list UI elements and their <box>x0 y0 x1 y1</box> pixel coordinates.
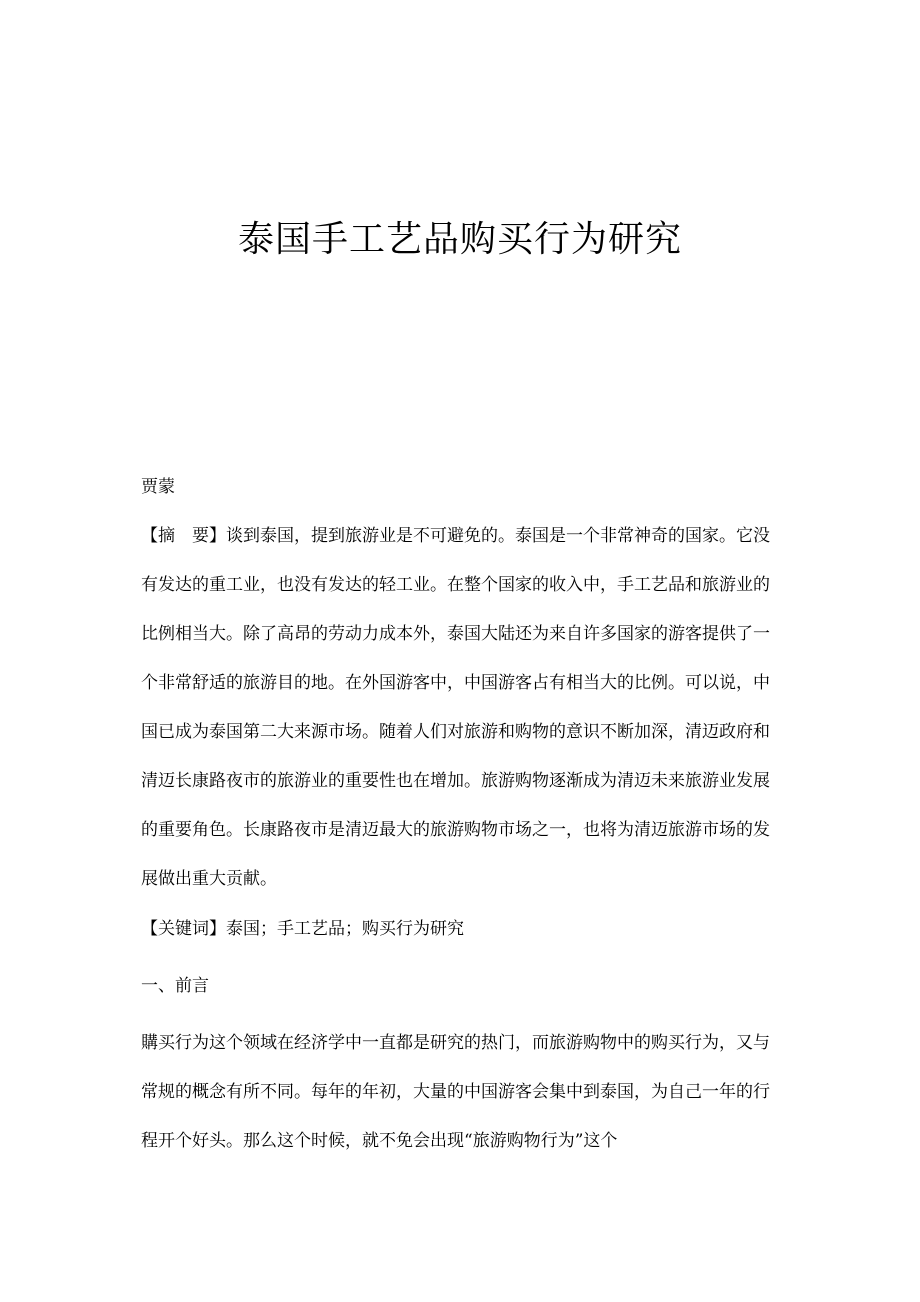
intro-paragraph: 購买行为这个领域在经济学中一直都是研究的热门，而旅游购物中的购买行为，又与常规的概念有所不同。每年的年初，大量的中国游客会集中到泰国，为自己一年的行程开个好头。那么这个时候，就不免会出现“旅游购物行为”这个 <box>141 1033 770 1151</box>
abstract <box>141 512 781 904</box>
abstract-label: 【摘 要】 <box>141 526 226 546</box>
keywords-text: 泰国；手工艺品；购买行为研究 <box>226 919 464 939</box>
abstract-text: 谈到泰国，提到旅游业是不可避免的。泰国是一个非常神奇的国家。它没有发达的重工业，也没有发达的轻工业。在整个国家的收入中，手工艺品和旅游业的比例相当大。除了高昂的劳动力成本外，泰国大陆还为来自许多国家的游客提供了一个非常舒适的旅游目的地。在外国游客中，中国游客占有相当大的比例。可以说，中国已成为泰国第二大来源市场。随着人们对旅游和购物的意识不断加深，清迈政府和清迈长康路夜市的旅游业的重要性也在增加。旅游购物逐渐成为清迈未来旅游业发展的重要角色。长康路夜市是清迈最大的旅游购物市场之一，也将为清迈旅游市场的发展做出重大贡献。 <box>141 526 770 889</box>
keywords <box>141 905 781 954</box>
paper-title: 泰国手工艺品购买行为研究 <box>237 219 682 260</box>
keywords-label: 【关键词】 <box>141 919 226 939</box>
author-name: 贾蒙 <box>141 477 175 497</box>
section-heading: 一、前言 <box>141 976 209 996</box>
